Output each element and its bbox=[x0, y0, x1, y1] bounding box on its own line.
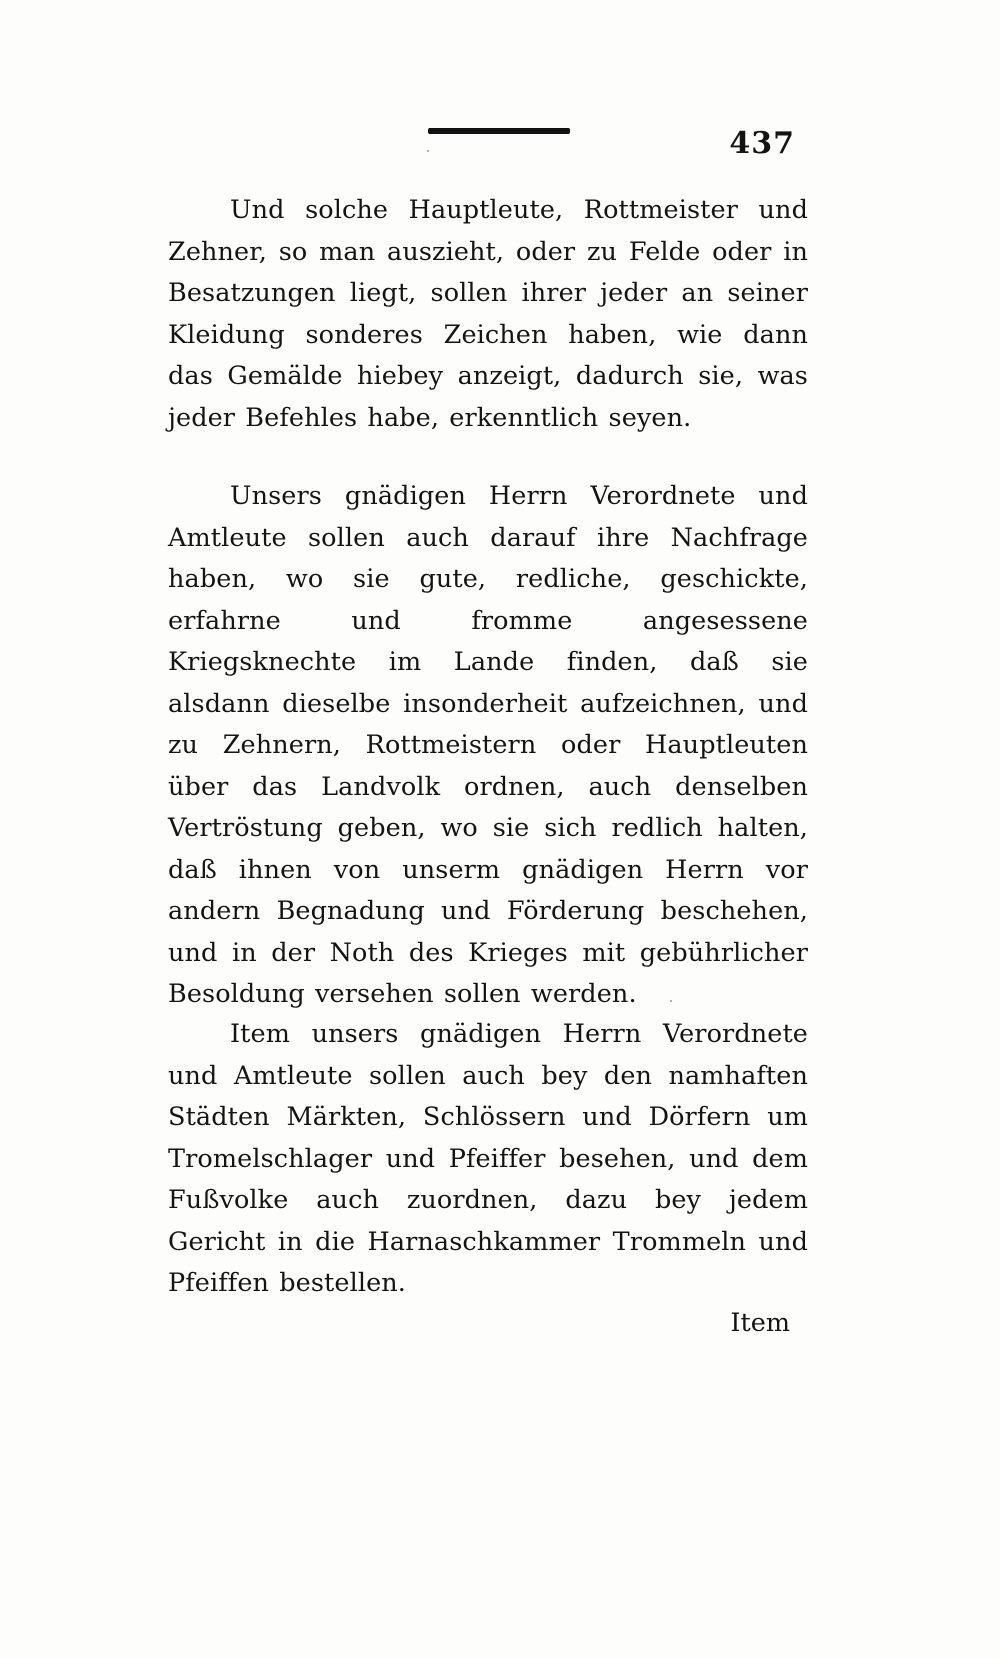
catchword: Item bbox=[730, 1308, 790, 1338]
paper-speck bbox=[427, 150, 429, 152]
paragraph-2: Unsers gnädigen Herrn Verordnete und Amtleute sollen auch darauf ihre Nachfrage haben, wo sie gute, redliche, geschickte, erfahrne und fromme angesessene Kriegsknechte im Lande finden, daß sie alsdann dieselbe insonderheit aufzeichnen, und zu Zehnern, Rottmeistern oder Hauptleuten über das Landvolk ordnen, auch denselben Vertröstung geben, wo sie sich redlich halten, daß ihnen von unserm gnädigen Herrn vor andern Begnadung und Förderung beschehen, und in der Noth des Krieges mit gebührlicher Besoldung versehen sollen werden. bbox=[168, 481, 808, 1009]
header-rule bbox=[428, 128, 570, 134]
page-number: 437 bbox=[729, 126, 795, 161]
paragraph-1: Und solche Hauptleute, Rottmeister und Zehner, so man auszieht, oder zu Felde oder in Besatzungen liegt, sollen ihrer jeder an seiner Kleidung sonderes Zeichen haben, wie dann das Gemälde hiebey anzeigt, dadurch sie, was jeder Befehles habe, erkenntlich seyen. bbox=[168, 195, 808, 433]
paragraph-3: Item unsers gnädigen Herrn Verordnete und Amtleute sollen auch bey den namhaften Städten Märkten, Schlössern und Dörfern um Tromelschlager und Pfeiffer besehen, und dem Fußvolke auch zuordnen, dazu bey jedem Gericht in die Harnaschkammer Trommeln und Pfeiffen bestellen. bbox=[168, 1019, 808, 1298]
paper-speck bbox=[670, 1000, 672, 1002]
